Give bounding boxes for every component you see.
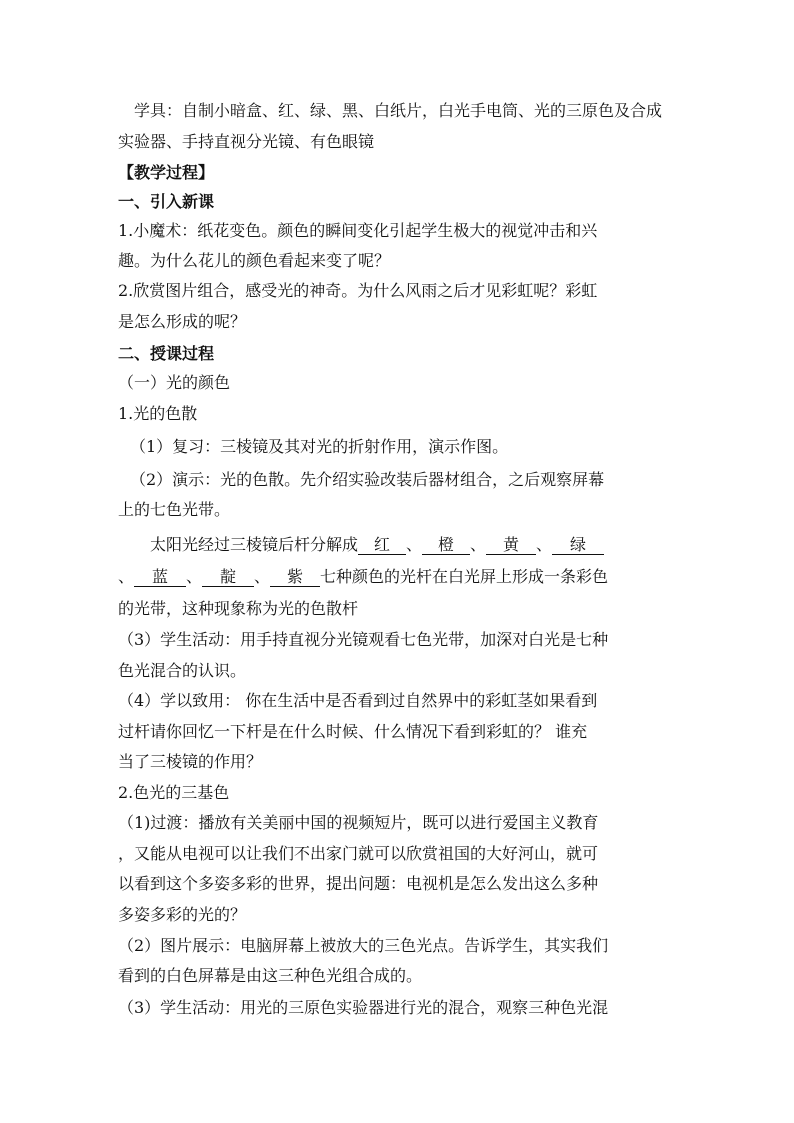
fill-blank-line-2 bbox=[118, 567, 608, 587]
review-line: （1）复习：三棱镜及其对光的折射作用，演示作图。 bbox=[130, 437, 509, 456]
apply-line-3: 当了三棱镜的作用？ bbox=[118, 752, 263, 771]
separator: 、 bbox=[254, 567, 271, 586]
blank-indigo: 靛 bbox=[202, 568, 254, 587]
transition-line-3: 以看到这个多姿多彩的世界，提出问题：电视机是怎么发出这么多种 bbox=[118, 874, 599, 893]
blank-violet: 紫 bbox=[270, 568, 320, 587]
transition-line-4: 多姿多彩的光的？ bbox=[118, 905, 247, 924]
demo-line-1: （2）演示：光的色散。先介绍实验改装后器材组合，之后观察屏幕 bbox=[130, 470, 605, 489]
fill-blank-line-3: 的光带，这种现象称为光的色散杆 bbox=[118, 599, 359, 618]
section-heading-intro: 一、引入新课 bbox=[118, 192, 215, 211]
tools-line-2: 实验器、手持直视分光镜、有色眼镜 bbox=[118, 132, 375, 151]
picture-line-1: （2）图片展示：电脑屏幕上被放大的三色光点。告诉学生，其实我们 bbox=[118, 936, 609, 955]
activity-last-line: （3）学生活动：用光的三原色实验器进行光的混合，观察三种色光混 bbox=[118, 998, 609, 1017]
intro-item-2-line-2: 是怎么形成的呢？ bbox=[118, 312, 247, 331]
activity-3-line-2: 色光混合的认识。 bbox=[118, 661, 247, 680]
intro-item-2-line-1: 2.欣赏图片组合，感受光的神奇。为什么风雨之后才见彩虹呢？彩虹 bbox=[118, 281, 598, 300]
blank-green: 绿 bbox=[552, 536, 604, 555]
item-dispersion: 1.光的色散 bbox=[118, 404, 198, 423]
separator: 、 bbox=[118, 567, 135, 586]
blank-yellow: 黄 bbox=[486, 536, 536, 555]
apply-line-2: 过杆请你回忆一下杆是在什么时候、什么情况下看到彩虹的？ 谁充 bbox=[118, 722, 588, 741]
activity-3-line-1: （3）学生活动：用手持直视分光镜观看七色光带，加深对白光是七种 bbox=[118, 630, 609, 649]
intro-item-1-line-2: 趣。为什么花儿的颜色看起来变了呢？ bbox=[118, 251, 391, 270]
blank-orange: 橙 bbox=[422, 536, 470, 555]
separator: 、 bbox=[536, 535, 553, 554]
section-heading-teaching: 二、授课过程 bbox=[118, 344, 215, 363]
picture-line-2: 看到的白色屏幕是由这三种色光组合成的。 bbox=[118, 966, 423, 985]
separator: 、 bbox=[406, 535, 423, 554]
tools-line-1: 学具：自制小暗盒、红、绿、黑、白纸片，白光手电筒、光的三原色及合成 bbox=[118, 101, 663, 120]
blank-red: 红 bbox=[358, 536, 406, 555]
section-heading-process: 【教学过程】 bbox=[118, 163, 215, 182]
fill-blank-line-1 bbox=[150, 535, 604, 555]
transition-line-1: （1)过渡：播放有关美丽中国的视频短片，既可以进行爱国主义教育 bbox=[118, 813, 599, 832]
apply-line-1: （4）学以致用： 你在生活中是否看到过自然界中的彩虹茎如果看到 bbox=[118, 691, 598, 710]
item-three-primary-colors: 2.色光的三基色 bbox=[118, 783, 230, 802]
intro-item-1-line-1: 1.小魔术：纸花变色。颜色的瞬间变化引起学生极大的视觉冲击和兴 bbox=[118, 221, 598, 240]
demo-line-2: 上的七色光带。 bbox=[118, 500, 231, 519]
sunlight-lead-text: 太阳光经过三棱镜后杆分解成 bbox=[150, 535, 359, 554]
transition-line-2: ，又能从电视可以让我们不出家门就可以欣赏祖国的大好河山，就可 bbox=[118, 844, 599, 863]
separator: 、 bbox=[470, 535, 487, 554]
blank-blue: 蓝 bbox=[134, 568, 186, 587]
separator: 、 bbox=[186, 567, 203, 586]
subsection-light-color: （一）光的颜色 bbox=[118, 373, 231, 392]
sunlight-tail-text: 七种颜色的光杆在白光屏上形成一条彩色 bbox=[320, 567, 609, 586]
